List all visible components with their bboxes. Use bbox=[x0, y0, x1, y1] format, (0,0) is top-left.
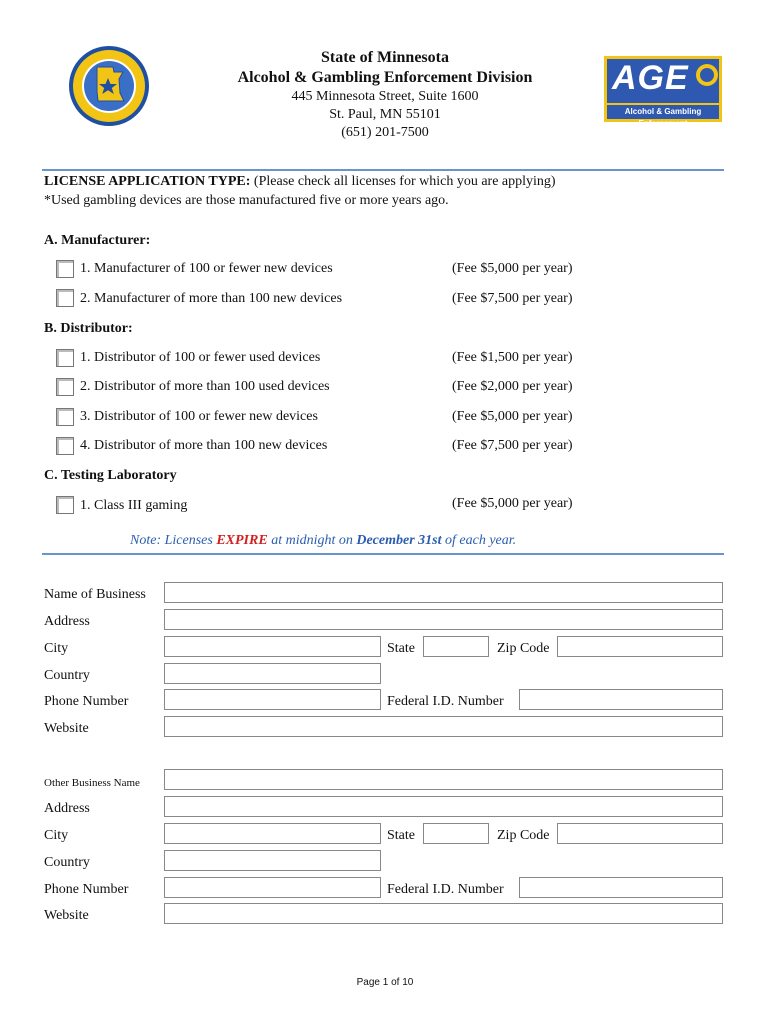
distributor-100-fewer-used-label: 1. Distributor of 100 or fewer used devices bbox=[80, 350, 321, 365]
business-zip-label: Zip Code bbox=[497, 641, 550, 656]
other-zip-field[interactable] bbox=[557, 823, 723, 844]
divider-middle bbox=[42, 553, 724, 555]
other-phone-label: Phone Number bbox=[44, 882, 129, 897]
other-phone-field[interactable] bbox=[164, 877, 381, 898]
manufacturer-more-100-label: 2. Manufacturer of more than 100 new devices bbox=[80, 291, 343, 306]
business-address-label: Address bbox=[44, 614, 90, 629]
business-phone-label: Phone Number bbox=[44, 694, 129, 709]
distributor-100-fewer-new-checkbox[interactable] bbox=[56, 408, 74, 426]
business-state-label: State bbox=[387, 641, 415, 656]
other-business-name-field[interactable] bbox=[164, 769, 723, 790]
other-state-label: State bbox=[387, 828, 415, 843]
note-mid: at midnight on bbox=[267, 533, 357, 548]
business-name-label: Name of Business bbox=[44, 587, 146, 602]
used-devices-note: *Used gambling devices are those manufactured five or more years ago. bbox=[44, 193, 449, 208]
business-website-label: Website bbox=[44, 721, 89, 736]
business-fein-label: Federal I.D. Number bbox=[387, 694, 504, 709]
phone-number: (651) 201-7500 bbox=[341, 125, 429, 140]
page-number: Page 1 of 10 bbox=[356, 977, 414, 988]
distributor-100-fewer-used-checkbox[interactable] bbox=[56, 349, 74, 367]
business-country-label: Country bbox=[44, 668, 90, 683]
business-city-label: City bbox=[44, 641, 69, 656]
manufacturer-100-fewer-fee: (Fee $5,000 per year) bbox=[452, 261, 573, 276]
section-a-title: A. Manufacturer: bbox=[44, 233, 151, 248]
note-expire: EXPIRE bbox=[216, 533, 268, 548]
license-type-heading-rest: (Please check all licenses for which you are applying) bbox=[250, 174, 556, 189]
distributor-more-100-new-checkbox[interactable] bbox=[56, 437, 74, 455]
business-city-field[interactable] bbox=[164, 636, 381, 657]
other-website-field[interactable] bbox=[164, 903, 723, 924]
division-name: Alcohol & Gambling Enforcement Division bbox=[237, 69, 533, 86]
street-address: 445 Minnesota Street, Suite 1600 bbox=[291, 89, 479, 104]
note-date: December 31st bbox=[356, 533, 442, 548]
business-country-field[interactable] bbox=[164, 663, 381, 684]
note-post: of each year. bbox=[441, 533, 517, 548]
distributor-more-100-used-fee: (Fee $2,000 per year) bbox=[452, 379, 573, 394]
business-zip-field[interactable] bbox=[557, 636, 723, 657]
business-name-field[interactable] bbox=[164, 582, 723, 603]
state-name: State of Minnesota bbox=[321, 49, 449, 66]
other-website-label: Website bbox=[44, 908, 89, 923]
section-b-title: B. Distributor: bbox=[44, 321, 133, 336]
other-fein-field[interactable] bbox=[519, 877, 723, 898]
other-business-name-label: Other Business Name bbox=[44, 777, 140, 789]
other-address-field[interactable] bbox=[164, 796, 723, 817]
business-state-field[interactable] bbox=[423, 636, 489, 657]
other-address-label: Address bbox=[44, 801, 90, 816]
divider-top bbox=[42, 169, 724, 171]
distributor-100-fewer-new-label: 3. Distributor of 100 or fewer new devices bbox=[80, 409, 318, 424]
other-country-field[interactable] bbox=[164, 850, 381, 871]
distributor-100-fewer-new-fee: (Fee $5,000 per year) bbox=[452, 409, 573, 424]
business-fein-field[interactable] bbox=[519, 689, 723, 710]
manufacturer-more-100-fee: (Fee $7,500 per year) bbox=[452, 291, 573, 306]
distributor-more-100-new-label: 4. Distributor of more than 100 new devices bbox=[80, 438, 328, 453]
other-country-label: Country bbox=[44, 855, 90, 870]
other-city-field[interactable] bbox=[164, 823, 381, 844]
age-logo-caption: Alcohol & Gambling Enforcement bbox=[624, 107, 702, 128]
expiration-note bbox=[130, 533, 516, 549]
letterhead bbox=[0, 48, 770, 142]
business-website-field[interactable] bbox=[164, 716, 723, 737]
other-fein-label: Federal I.D. Number bbox=[387, 882, 504, 897]
license-type-heading bbox=[44, 174, 556, 190]
business-address-field[interactable] bbox=[164, 609, 723, 630]
business-phone-field[interactable] bbox=[164, 689, 381, 710]
distributor-more-100-used-checkbox[interactable] bbox=[56, 378, 74, 396]
age-logo-letters: AGE bbox=[612, 59, 689, 97]
class-iii-gaming-fee: (Fee $5,000 per year) bbox=[452, 496, 573, 511]
class-iii-gaming-label: 1. Class III gaming bbox=[80, 498, 188, 513]
other-zip-label: Zip Code bbox=[497, 828, 550, 843]
manufacturer-100-fewer-label: 1. Manufacturer of 100 or fewer new devices bbox=[80, 261, 333, 276]
other-state-field[interactable] bbox=[423, 823, 489, 844]
note-pre: Note: Licenses bbox=[130, 533, 217, 548]
distributor-more-100-used-label: 2. Distributor of more than 100 used devices bbox=[80, 379, 330, 394]
section-c-title: C. Testing Laboratory bbox=[44, 468, 177, 483]
manufacturer-100-fewer-checkbox[interactable] bbox=[56, 260, 74, 278]
city-state-zip: St. Paul, MN 55101 bbox=[329, 107, 441, 122]
distributor-more-100-new-fee: (Fee $7,500 per year) bbox=[452, 438, 573, 453]
manufacturer-more-100-checkbox[interactable] bbox=[56, 289, 74, 307]
distributor-100-fewer-used-fee: (Fee $1,500 per year) bbox=[452, 350, 573, 365]
other-city-label: City bbox=[44, 828, 69, 843]
license-type-heading-bold: LICENSE APPLICATION TYPE: bbox=[44, 174, 251, 189]
class-iii-gaming-checkbox[interactable] bbox=[56, 496, 74, 514]
